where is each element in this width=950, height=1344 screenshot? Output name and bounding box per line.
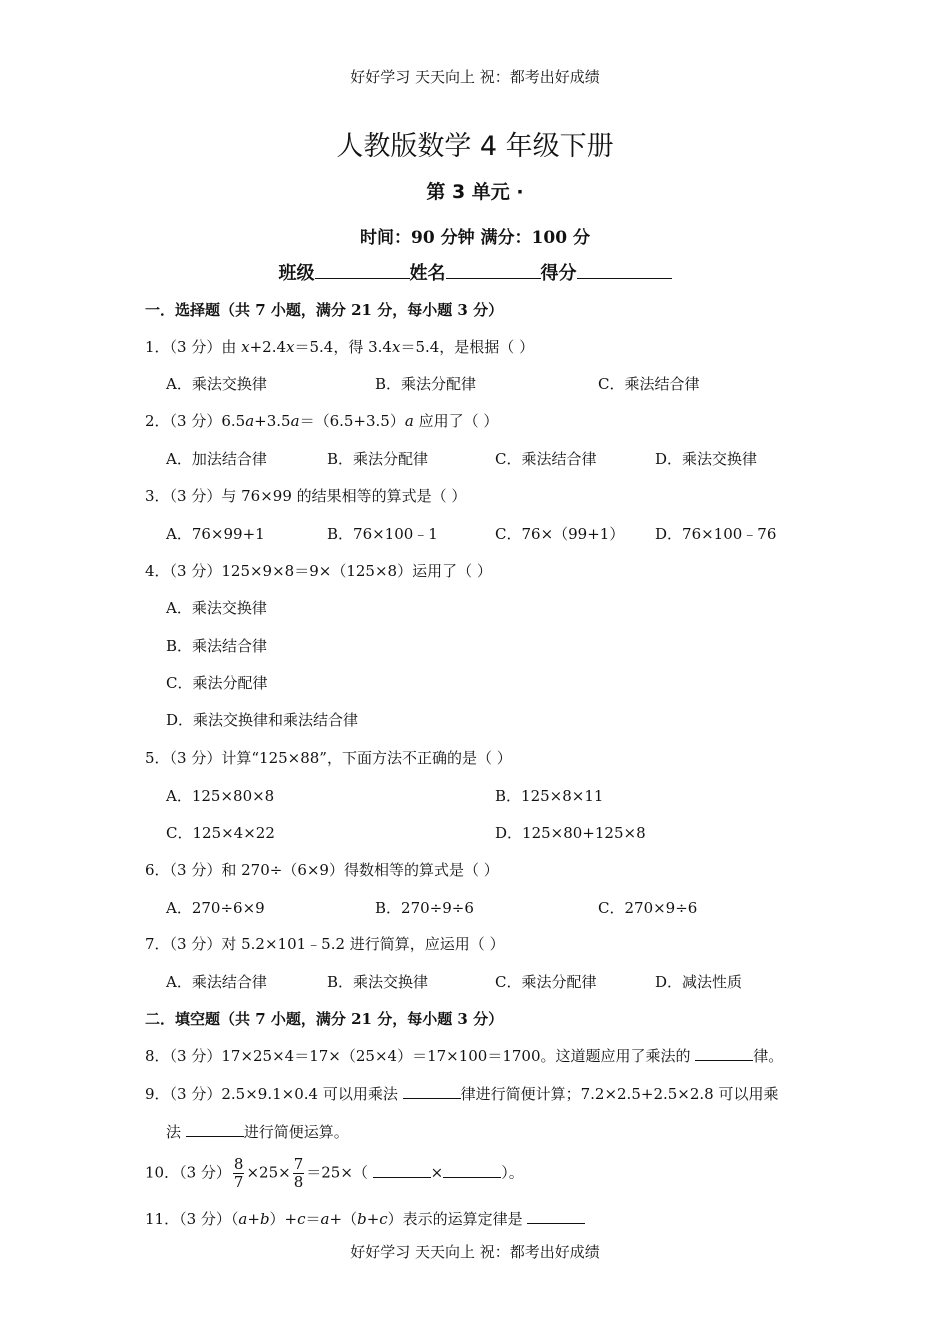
class-blank[interactable] bbox=[315, 260, 410, 279]
q7-option-a[interactable]: A．乘法结合律 bbox=[166, 973, 267, 991]
unit-subtitle: 第 3 单元 · bbox=[426, 181, 524, 203]
q5-option-b[interactable]: B．125×8×11 bbox=[495, 787, 604, 805]
q5-option-a[interactable]: A．125×80×8 bbox=[166, 787, 275, 805]
question-6: 6．（3 分）和 270÷（6×9）得数相等的算式是（ ） bbox=[145, 861, 499, 879]
question-9-line-2: 法 进行简便运算。 bbox=[166, 1123, 349, 1141]
section-2-heading: 二．填空题（共 7 小题，满分 21 分，每小题 3 分） bbox=[145, 1010, 504, 1028]
q2-option-a[interactable]: A．加法结合律 bbox=[166, 450, 267, 468]
q1-option-b[interactable]: B．乘法分配律 bbox=[375, 375, 477, 393]
q6-option-c[interactable]: C．270×9÷6 bbox=[598, 899, 698, 917]
question-9-line-1: 9．（3 分）2.5×9.1×0.4 可以用乘法 律进行简便计算；7.2×2.5+2.5×2.8 可以用乘 bbox=[145, 1085, 779, 1103]
q8-answer-blank[interactable] bbox=[695, 1046, 753, 1061]
class-label: 班级 bbox=[278, 263, 315, 284]
question-7: 7．（3 分）对 5.2×101﹣5.2 进行简算，应运用（ ） bbox=[145, 935, 505, 953]
question-4: 4．（3 分）125×9×8＝9×（125×8）运用了（ ） bbox=[145, 562, 492, 580]
question-10: 10．（3 分） $\frac{8}{7}$ ×25× $\frac{7}{8}$ ＝25×（ × ）。 bbox=[145, 1155, 524, 1191]
q4-option-d[interactable]: D．乘法交换律和乘法结合律 bbox=[166, 711, 359, 729]
question-3: 3．（3 分）与 76×99 的结果相等的算式是（ ） bbox=[145, 487, 467, 505]
q4-option-c[interactable]: C．乘法分配律 bbox=[166, 674, 268, 692]
q6-option-b[interactable]: B．270÷9÷6 bbox=[375, 899, 474, 917]
name-blank[interactable] bbox=[446, 260, 541, 279]
q4-option-b[interactable]: B．乘法结合律 bbox=[166, 637, 268, 655]
q3-option-d[interactable]: D．76×100﹣76 bbox=[655, 525, 777, 543]
q10-answer-blank-1[interactable] bbox=[373, 1163, 431, 1178]
question-11: 11．（3 分）（a+b）+c＝a+（b+c）表示的运算定律是 bbox=[145, 1208, 585, 1229]
page-title: 人教版数学 4 年级下册 bbox=[336, 131, 614, 162]
q5-option-d[interactable]: D．125×80+125×8 bbox=[495, 824, 646, 842]
page-header: 好好学习 天天向上 祝：都考出好成绩 bbox=[350, 68, 600, 86]
q9-answer-blank-2[interactable] bbox=[186, 1122, 244, 1137]
question-2: 2．（3 分）6.5a+3.5a＝（6.5+3.5）a 应用了（ ） bbox=[145, 412, 499, 430]
q2-option-b[interactable]: B．乘法分配律 bbox=[327, 450, 429, 468]
time-score-info: 时间：90 分钟 满分：100 分 bbox=[360, 228, 590, 248]
fraction-7-8: $\frac{7}{8}$ bbox=[293, 1155, 304, 1191]
fraction-8-7: $\frac{8}{7}$ bbox=[233, 1155, 244, 1191]
q7-option-d[interactable]: D．减法性质 bbox=[655, 973, 743, 991]
q5-option-c[interactable]: C．125×4×22 bbox=[166, 824, 275, 842]
q4-option-a[interactable]: A．乘法交换律 bbox=[166, 599, 267, 617]
score-blank[interactable] bbox=[577, 260, 672, 279]
q3-option-b[interactable]: B．76×100﹣1 bbox=[327, 525, 438, 543]
question-8: 8．（3 分）17×25×4＝17×（25×4）＝17×100＝1700。这道题应用了乘法的 律。 bbox=[145, 1047, 784, 1065]
question-1: 1．（3 分）由 x+2.4x＝5.4，得 3.4x＝5.4，是根据（ ） bbox=[145, 338, 535, 356]
q1-option-a[interactable]: A．乘法交换律 bbox=[166, 375, 267, 393]
q7-option-c[interactable]: C．乘法分配律 bbox=[495, 973, 597, 991]
section-1-heading: 一．选择题（共 7 小题，满分 21 分，每小题 3 分） bbox=[145, 301, 504, 319]
q2-option-c[interactable]: C．乘法结合律 bbox=[495, 450, 597, 468]
q1-option-c[interactable]: C．乘法结合律 bbox=[598, 375, 700, 393]
name-label: 姓名 bbox=[409, 263, 446, 284]
q7-option-b[interactable]: B．乘法交换律 bbox=[327, 973, 429, 991]
q10-answer-blank-2[interactable] bbox=[443, 1163, 501, 1178]
question-5: 5．（3 分）计算“125×88”，下面方法不正确的是（ ） bbox=[145, 749, 512, 767]
q3-option-c[interactable]: C．76×（99+1） bbox=[495, 525, 625, 543]
q9-answer-blank-1[interactable] bbox=[403, 1084, 461, 1099]
q6-option-a[interactable]: A．270÷6×9 bbox=[166, 899, 265, 917]
q2-option-d[interactable]: D．乘法交换律 bbox=[655, 450, 758, 468]
q11-answer-blank[interactable] bbox=[527, 1209, 585, 1224]
student-fields bbox=[0, 259, 950, 285]
score-label: 得分 bbox=[540, 263, 577, 284]
q3-option-a[interactable]: A．76×99+1 bbox=[166, 525, 265, 543]
page-footer: 好好学习 天天向上 祝：都考出好成绩 bbox=[350, 1243, 600, 1261]
